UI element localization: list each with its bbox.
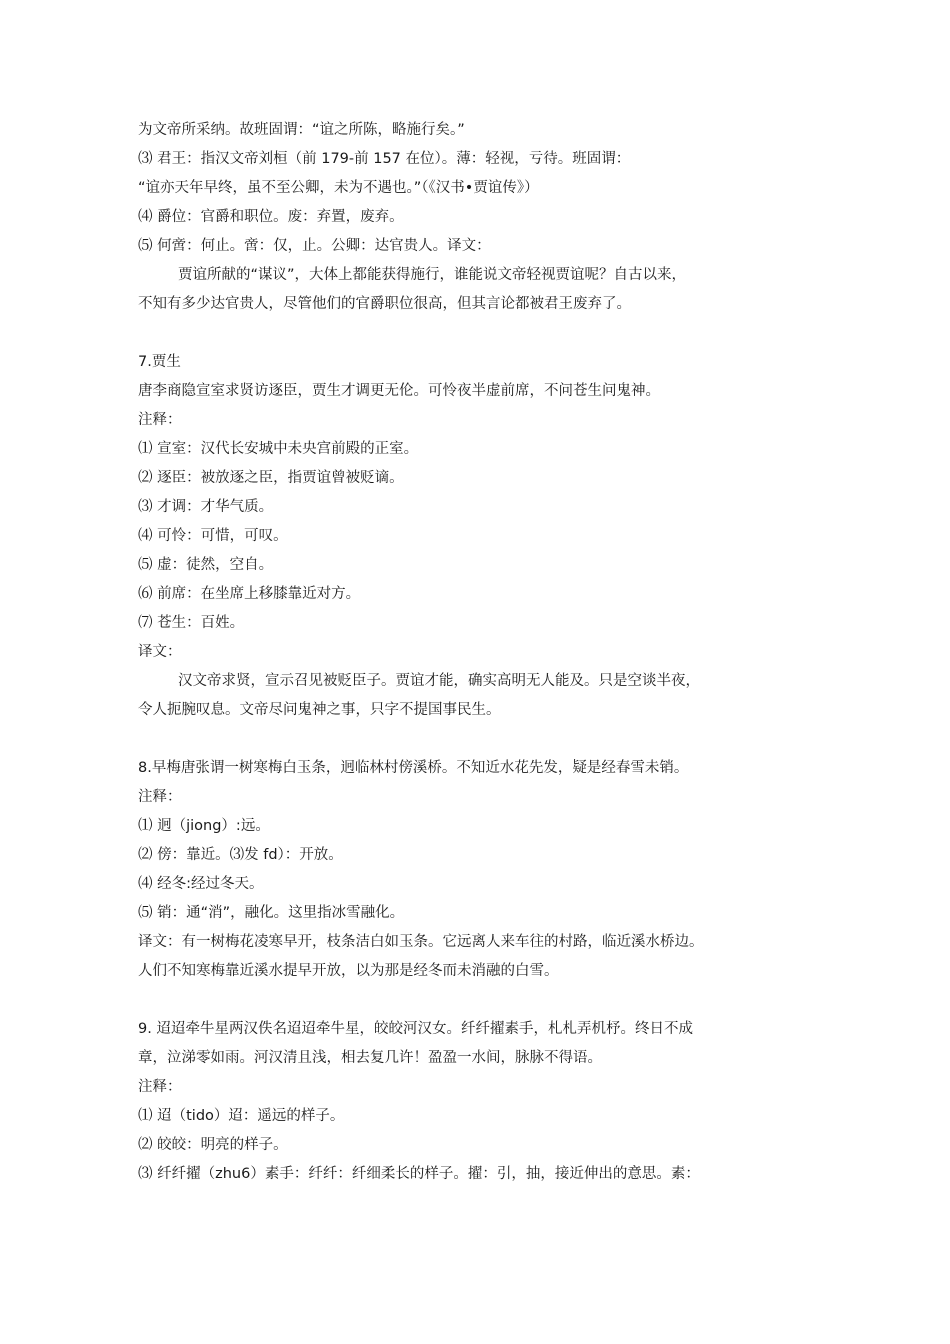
text-line: ⑵ 傍：靠近。⑶发 fd）：开放。	[138, 847, 343, 863]
text-line: “谊亦天年早终，虽不至公卿，未为不遇也。”（《汉书•贾谊传》）	[138, 180, 539, 196]
text-line: ⑴ 宣室：汉代长安城中未央宫前殿的正室。	[138, 441, 419, 457]
text-line: ⑵ 逐臣：被放逐之臣，指贾谊曾被贬谪。	[138, 470, 404, 486]
text-line: ⑴ 迥（jiong）:远。	[138, 818, 270, 834]
text-line: 注释：	[138, 412, 182, 428]
text-line: 译文：有一树梅花凌寒早开，枝条洁白如玉条。它远离人来车往的村路，临近溪水桥边。	[138, 934, 704, 950]
text-line: 译文：	[138, 644, 182, 660]
text-line: ⑺ 苍生：百姓。	[138, 615, 245, 631]
text-line: ⑶ 才调：才华气质。	[138, 499, 274, 515]
paragraph-gap	[138, 319, 818, 348]
text-line: 7.贾生	[138, 354, 181, 370]
text-line: ⑶ 君王：指汉文帝刘桓（前 179-前 157 在位）。薄：轻视，亏待。班固谓：	[138, 151, 631, 167]
paragraph-gap	[138, 725, 818, 754]
text-line: ⑷ 爵位：官爵和职位。废：弃置，废弃。	[138, 209, 404, 225]
text-line: 唐李商隐宣室求贤访逐臣，贾生才调更无伦。可怜夜半虚前席，不问苍生问鬼神。	[138, 383, 660, 399]
text-line: 令人扼腕叹息。文帝尽问鬼神之事，只字不提国事民生。	[138, 702, 501, 718]
text-line: ⑴ 迢（tido）迢：遥远的样子。	[138, 1108, 345, 1124]
text-line: 9. 迢迢牵牛星两汉佚名迢迢牵牛星，皎皎河汉女。纤纤擢素手，札札弄机杼。终日不成	[138, 1021, 693, 1037]
text-line: 人们不知寒梅靠近溪水提早开放，以为那是经冬而未消融的白雪。	[138, 963, 559, 979]
text-line: ⑸ 何啻：何止。啻：仅，止。公卿：达官贵人。译文：	[138, 238, 491, 254]
text-line: 为文帝所采纳。故班固谓：“谊之所陈，略施行矣。”	[138, 122, 465, 138]
paragraph-gap	[138, 986, 818, 1015]
text-line: ⑷ 经冬:经过冬天。	[138, 876, 264, 892]
text-line: ⑸ 销：通“消”，融化。这里指冰雪融化。	[138, 905, 405, 921]
text-line: ⑷ 可怜：可惜，可叹。	[138, 528, 288, 544]
text-line: ⑵ 皎皎：明亮的样子。	[138, 1137, 288, 1153]
text-line: 汉文帝求贤，宣示召见被贬臣子。贾谊才能，确实高明无人能及。只是空谈半夜，	[178, 673, 700, 689]
text-line: ⑸ 虚：徒然，空自。	[138, 557, 274, 573]
text-line: ⑶ 纤纤擢（zhu6）素手：纤纤：纤细柔长的样子。擢：引，抽，接近伸出的意思。素：	[138, 1166, 700, 1182]
text-line: ⑹ 前席：在坐席上移膝靠近对方。	[138, 586, 361, 602]
text-line: 不知有多少达官贵人，尽管他们的官爵职位很高，但其言论都被君王废弃了。	[138, 296, 631, 312]
text-line: 注释：	[138, 789, 182, 805]
text-line: 章，泣涕零如雨。河汉清且浅，相去复几许！盈盈一水间，脉脉不得语。	[138, 1050, 602, 1066]
text-line: 8.早梅唐张谓一树寒梅白玉条，迥临林村傍溪桥。不知近水花先发，疑是经春雪未销。	[138, 760, 689, 776]
text-line: 贾谊所献的“谋议”，大体上都能获得施行，谁能说文帝轻视贾谊呢？自古以来，	[178, 267, 687, 283]
text-line: 注释：	[138, 1079, 182, 1095]
document-body	[138, 116, 818, 1189]
